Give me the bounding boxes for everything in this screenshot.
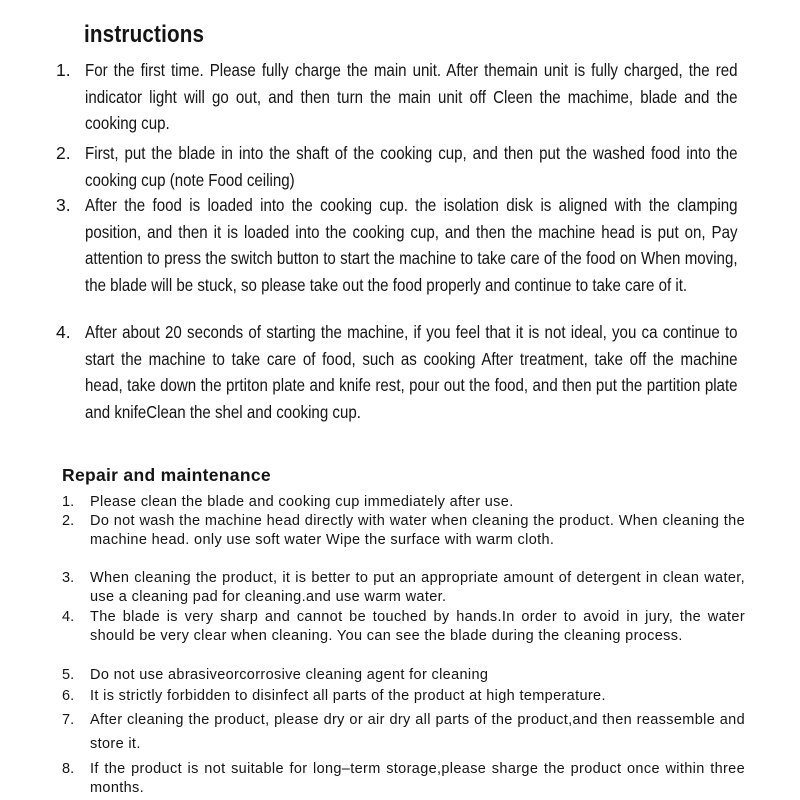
repair-number: 6. <box>62 688 75 704</box>
repair-text: Do not wash the machine head directly with water when cleaning the product. When cleaning the machine head. only use soft water Wipe the surface with warm cloth. <box>90 513 745 548</box>
instructions-heading: instructions <box>84 21 205 48</box>
instruction-number: 1. <box>56 60 71 80</box>
repair-text: If the product is not suitable for long–term storage,please sharge the product once within three months. <box>90 761 745 796</box>
repair-heading: Repair and maintenance <box>62 465 271 485</box>
repair-text: The blade is very sharp and cannot be touched by hands.In order to avoid in jury, the water should be very clear when cleaning. You can see the blade during the cleaning process. <box>90 609 745 644</box>
repair-number: 7. <box>62 712 75 728</box>
repair-number: 1. <box>62 494 75 510</box>
repair-number: 5. <box>62 667 75 683</box>
repair-text: Please clean the blade and cooking cup immediately after use. <box>90 494 514 510</box>
instruction-number: 4. <box>56 322 71 342</box>
repair-text: After cleaning the product, please dry or air dry all parts of the product,and then reassemble and store it. <box>90 712 745 752</box>
instruction-number: 2. <box>56 143 71 163</box>
repair-text: It is strictly forbidden to disinfect all parts of the product at high temperature. <box>90 688 606 704</box>
repair-number: 8. <box>62 761 75 777</box>
instruction-text: First, put the blade in into the shaft of the cooking cup, and then put the washed food into the cooking cup (note Food ceiling) <box>85 143 738 190</box>
repair-number: 2. <box>62 513 75 529</box>
instruction-text: For the first time. Please fully charge the main unit. After themain unit is fully charged, the red indicator light will go out, and then turn the main unit off Cleen the machime, blade and the cooking cup. <box>85 60 738 133</box>
repair-text: Do not use abrasiveorcorrosive cleaning agent for cleaning <box>90 667 489 683</box>
instruction-number: 3. <box>56 195 71 215</box>
instruction-text: After about 20 seconds of starting the machine, if you feel that it is not ideal, you ca continue to start the machine to take care of food, such as cooking After treatment, take off the machine head, take down the prtiton plate and knife rest, pour out the food, and then put the partition plate and knifeClean the shel and cooking cup. <box>85 322 738 422</box>
instruction-text: After the food is loaded into the cooking cup. the isolation disk is aligned with the clamping position, and then it is loaded into the cooking cup, and then the machine head is put on, Pay attention to press the switch button to start the machine to take care of the food on When moving, the blade will be stuck, so please take out the food properly and continue to take care of it. <box>85 195 738 295</box>
repair-number: 4. <box>62 609 75 625</box>
repair-number: 3. <box>62 570 75 586</box>
repair-text: When cleaning the product, it is better to put an appropriate amount of detergent in clean water, use a cleaning pad for cleaning.and use warm water. <box>90 570 745 605</box>
